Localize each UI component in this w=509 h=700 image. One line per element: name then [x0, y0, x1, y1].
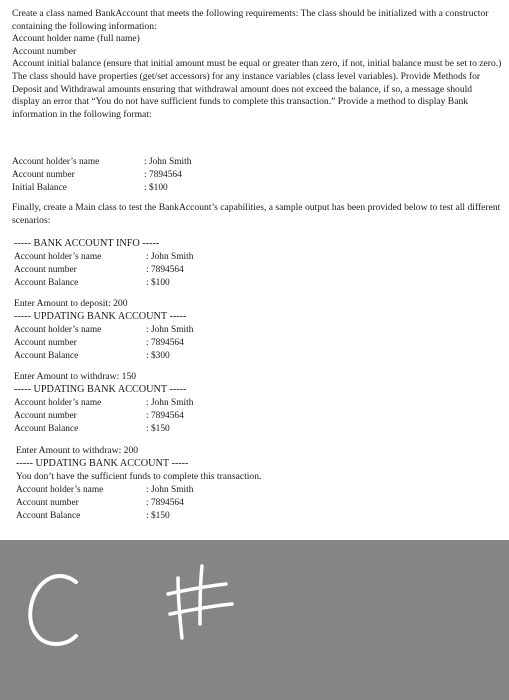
- info-heading: ----- BANK ACCOUNT INFO -----: [14, 238, 160, 249]
- handwriting-panel: [0, 540, 509, 700]
- intro-paragraph: Create a class named BankAccount that meets the following requirements: The class should be initialized with a constructor containing the following information:: [12, 8, 489, 32]
- deposit-prompt: Enter Amount to deposit: 200: [14, 298, 128, 309]
- withdraw2-heading: ----- UPDATING BANK ACCOUNT -----: [16, 458, 189, 469]
- withdraw2-label-balance: Account Balance: [16, 511, 81, 521]
- deposit-value-number: : 7894564: [146, 338, 184, 348]
- withdraw2-value-number: : 7894564: [146, 498, 184, 508]
- deposit-label-holder: Account holder’s name: [14, 325, 102, 335]
- withdraw1-label-balance: Account Balance: [14, 424, 79, 434]
- withdraw2-value-holder: : John Smith: [146, 485, 194, 495]
- info-value-number: : 7894564: [146, 265, 184, 275]
- requirements-text: [12, 8, 502, 121]
- format-value-holder: : John Smith: [144, 157, 192, 167]
- withdraw1-value-number: : 7894564: [146, 411, 184, 421]
- withdraw1-value-balance: : $150: [146, 424, 170, 434]
- withdraw2-label-number: Account number: [16, 498, 79, 508]
- withdraw2-value-balance: : $150: [146, 511, 170, 521]
- info-label-balance: Account Balance: [14, 278, 79, 288]
- format-label-number: Account number: [12, 170, 75, 180]
- deposit-label-balance: Account Balance: [14, 351, 79, 361]
- withdraw1-prompt: Enter Amount to withdraw: 150: [14, 371, 137, 382]
- intro-item-initial-balance: Account initial balance (ensure that initial amount must be equal or greater than zero, if not, initial balance must be set to zero.): [12, 58, 502, 70]
- hash-vertical-right: [200, 566, 202, 624]
- withdraw2-label-holder: Account holder’s name: [16, 485, 104, 495]
- withdraw1-label-number: Account number: [14, 411, 77, 421]
- hash-vertical-left: [178, 578, 182, 638]
- deposit-label-number: Account number: [14, 338, 77, 348]
- format-label-holder: Account holder’s name: [12, 157, 100, 167]
- deposit-value-balance: : $300: [146, 351, 170, 361]
- format-value-number: : 7894564: [144, 170, 182, 180]
- intro-methods-paragraph: The class should have properties (get/set accessors) for any instance variables (class level variables). Provide Methods for Deposit and Withdrawal amounts ensuring that withdrawal amount does not exceed the balance, if so, a message should display an error that “You do not have sufficient funds to complete this transaction.” Provide a method to display Bank information in the following format:: [12, 70, 481, 120]
- withdraw1-label-holder: Account holder’s name: [14, 398, 102, 408]
- withdraw2-prompt: Enter Amount to withdraw: 200: [16, 445, 139, 456]
- intro-item-account-number: Account number: [12, 45, 77, 57]
- format-value-balance: : $100: [144, 183, 168, 193]
- c-sharp-handwritten-icon: [0, 540, 509, 700]
- withdraw1-heading: ----- UPDATING BANK ACCOUNT -----: [14, 384, 187, 395]
- info-value-holder: : John Smith: [146, 252, 194, 262]
- withdraw1-value-holder: : John Smith: [146, 398, 194, 408]
- insufficient-funds-message: You don’t have the sufficient funds to complete this transaction.: [16, 471, 262, 482]
- info-value-balance: : $100: [146, 278, 170, 288]
- format-label-balance: Initial Balance: [12, 183, 67, 193]
- info-label-number: Account number: [14, 265, 77, 275]
- intro-item-holder-name: Account holder name (full name): [12, 33, 140, 45]
- letter-c-stroke: [30, 576, 76, 644]
- info-label-holder: Account holder’s name: [14, 252, 102, 262]
- finally-paragraph: Finally, create a Main class to test the BankAccount’s capabilities, a sample output has been provided below to test all different scenarios:: [12, 202, 501, 226]
- deposit-value-holder: : John Smith: [146, 325, 194, 335]
- deposit-heading: ----- UPDATING BANK ACCOUNT -----: [14, 311, 187, 322]
